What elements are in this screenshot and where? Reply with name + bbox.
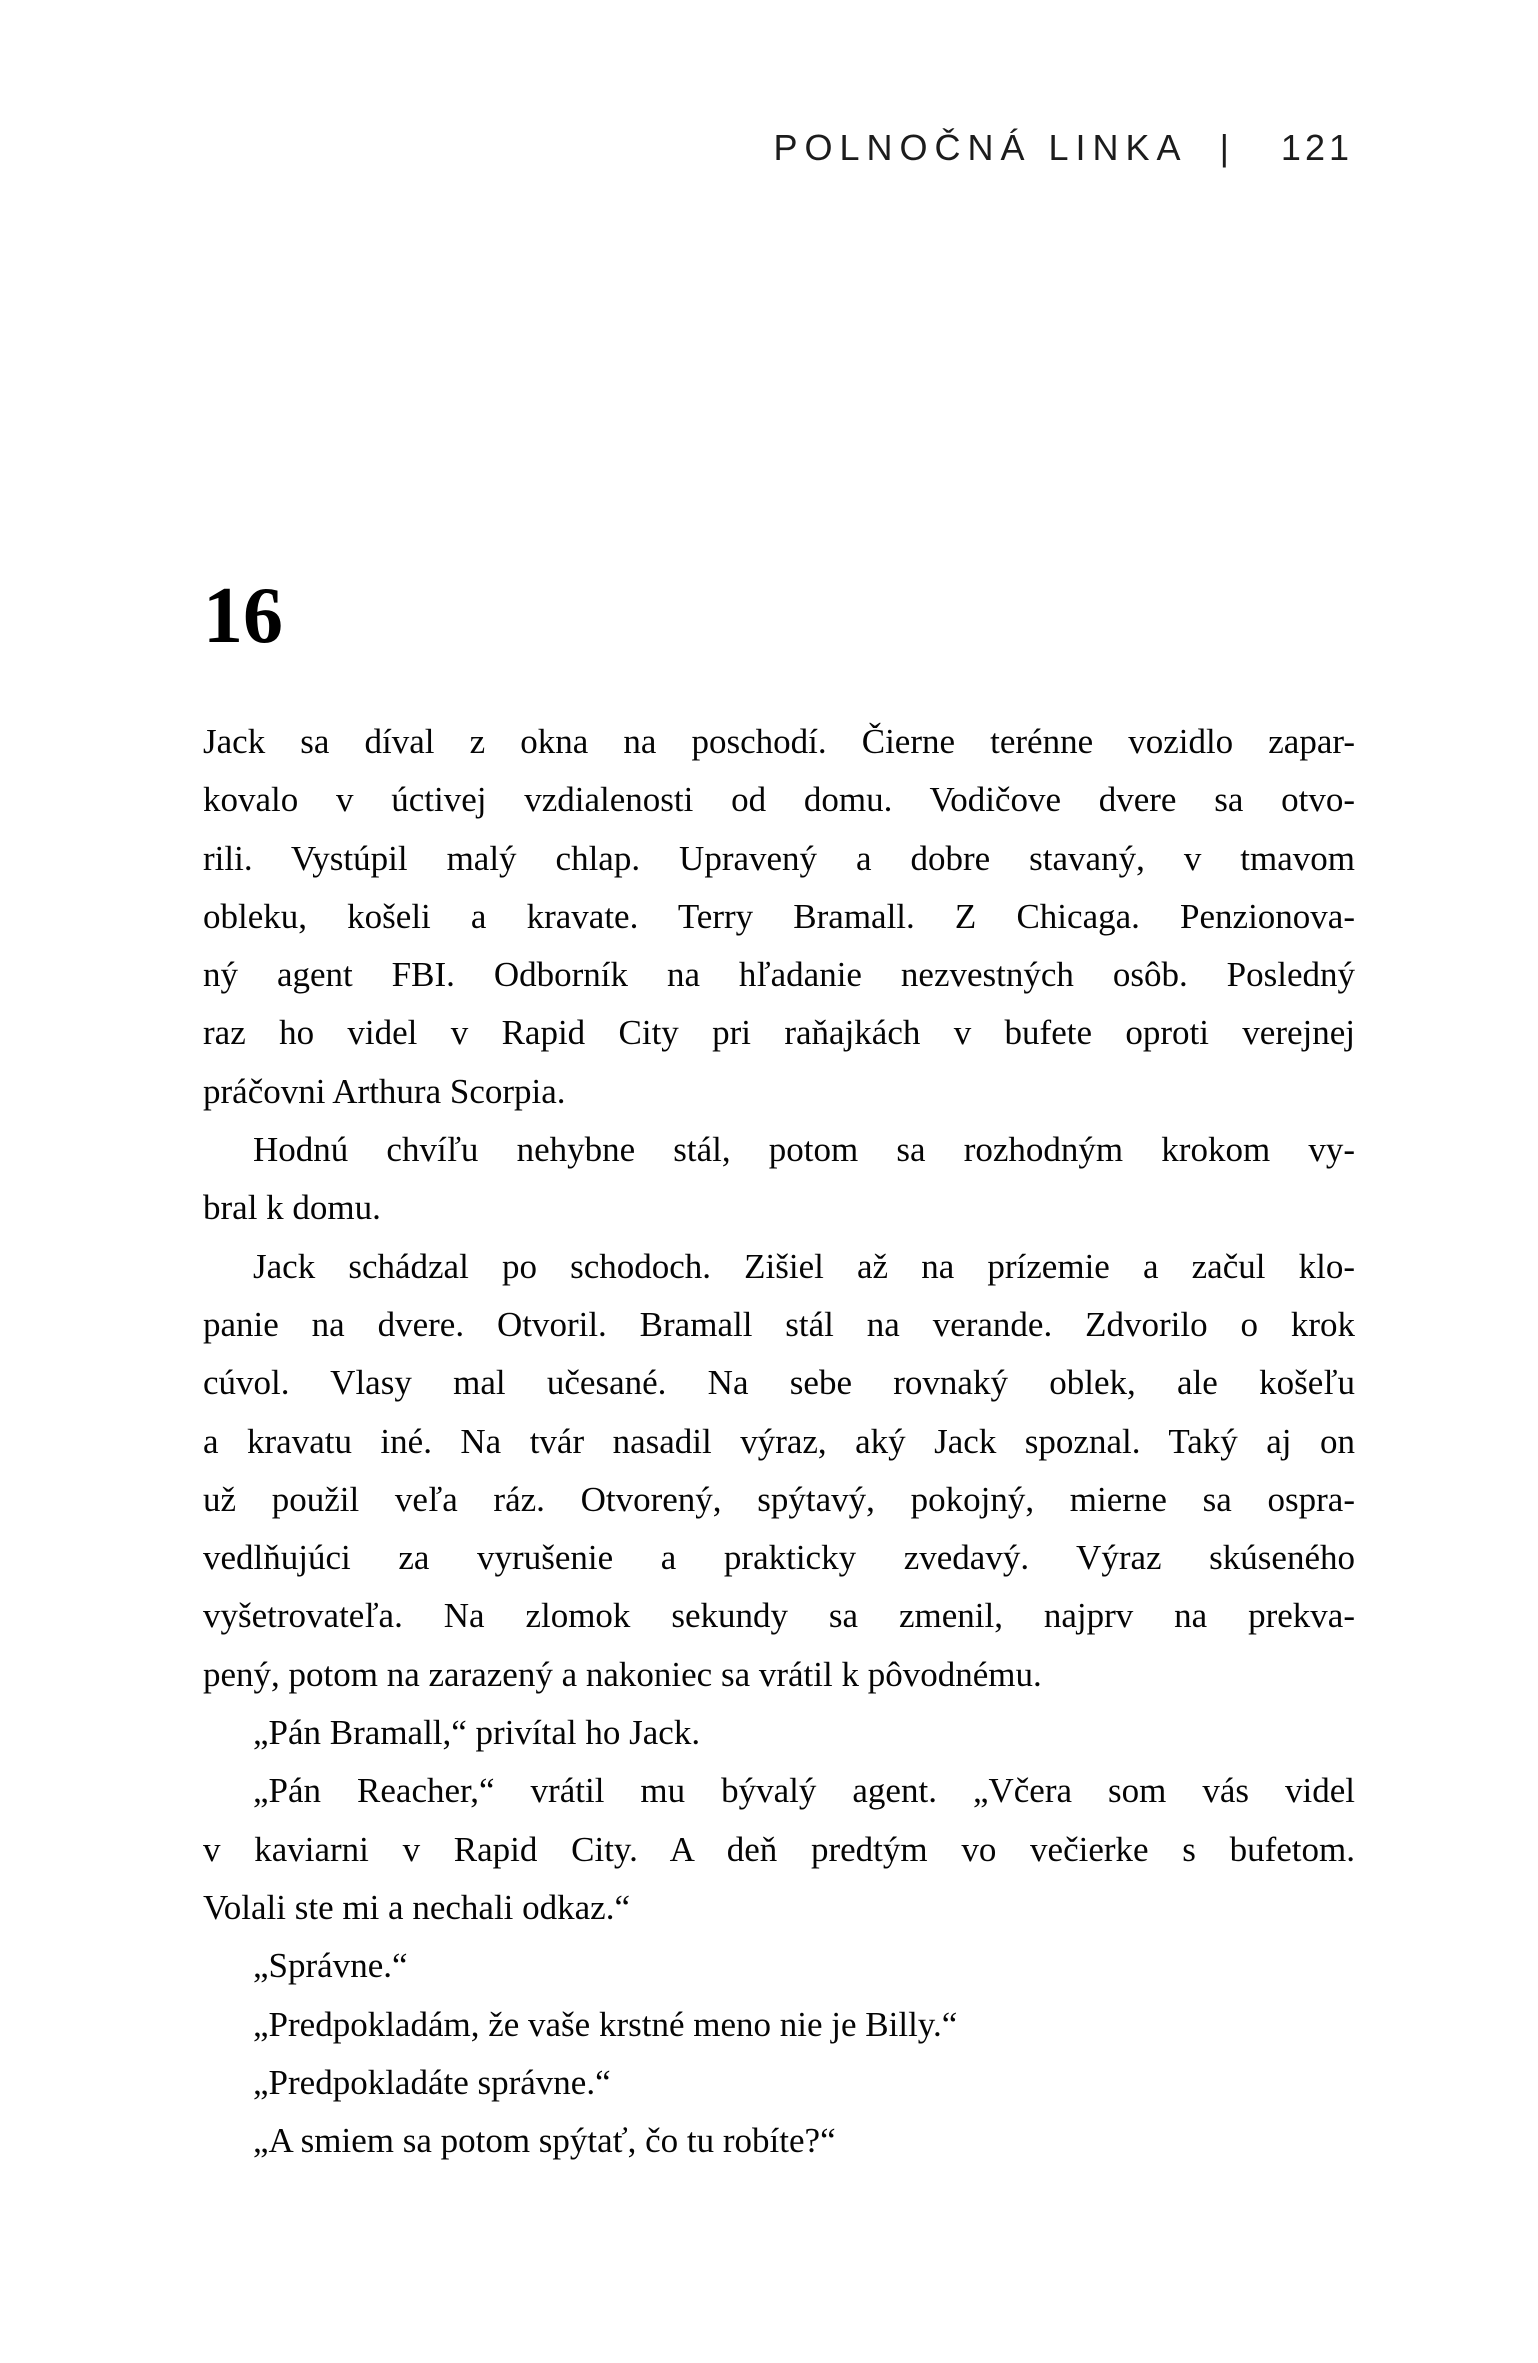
- text-line: vedlňujúci za vyrušenie a prakticky zvedavý. Výraz skúseného: [203, 1538, 1355, 1578]
- chapter-number: 16: [203, 572, 283, 660]
- text-line: „Pán Bramall,“ privítal ho Jack.: [253, 1713, 701, 1753]
- text-line: a kravatu iné. Na tvár nasadil výraz, aký Jack spoznal. Taký aj on: [203, 1421, 1355, 1461]
- text-line: Jack schádzal po schodoch. Zišiel až na prízemie a začul klo-: [253, 1246, 1355, 1286]
- text-line: raz ho videl v Rapid City pri raňajkách v bufete oproti verejnej: [203, 1013, 1355, 1053]
- text-line: „Predpokladám, že vaše krstné meno nie je Billy.“: [253, 2004, 958, 2044]
- text-line: kovalo v úctivej vzdialenosti od domu. Vodičove dvere sa otvo-: [203, 780, 1355, 820]
- text-line: „Pán Reacher,“ vrátil mu bývalý agent. „Včera som vás videl: [253, 1771, 1355, 1811]
- text-line: „A smiem sa potom spýtať, čo tu robíte?“: [253, 2121, 836, 2161]
- text-line: Volali ste mi a nechali odkaz.“: [203, 1887, 630, 1927]
- text-line: pený, potom na zarazený a nakoniec sa vrátil k pôvodnému.: [203, 1654, 1042, 1694]
- body-text: [203, 713, 1355, 2170]
- text-line: obleku, košeli a kravate. Terry Bramall. Z Chicaga. Penzionova-: [203, 896, 1355, 936]
- running-header: [773, 128, 1353, 168]
- text-line: „Správne.“: [253, 1946, 408, 1986]
- text-line: Jack sa díval z okna na poschodí. Čierne terénne vozidlo zapar-: [203, 722, 1355, 761]
- header-separator: |: [1219, 127, 1229, 168]
- text-line: už použil veľa ráz. Otvorený, spýtavý, pokojný, mierne sa ospra-: [203, 1479, 1355, 1519]
- text-line: ný agent FBI. Odborník na hľadanie nezvestných osôb. Posledný: [203, 955, 1355, 995]
- text-line: práčovni Arthura Scorpia.: [203, 1071, 566, 1111]
- text-line: bral k domu.: [203, 1188, 381, 1228]
- text-line: Hodnú chvíľu nehybne stál, potom sa rozhodným krokom vy-: [253, 1130, 1355, 1170]
- text-line: vyšetrovateľa. Na zlomok sekundy sa zmenil, najprv na prekva-: [203, 1596, 1355, 1636]
- text-line: rili. Vystúpil malý chlap. Upravený a dobre stavaný, v tmavom: [203, 838, 1355, 878]
- page-number: 121: [1280, 127, 1353, 168]
- text-line: „Predpokladáte správne.“: [253, 2062, 611, 2102]
- text-line: cúvol. Vlasy mal učesané. Na sebe rovnaký oblek, ale košeľu: [203, 1363, 1355, 1403]
- text-line: v kaviarni v Rapid City. A deň predtým vo večierke s bufetom.: [203, 1829, 1355, 1869]
- book-title: POLNOČNÁ LINKA: [773, 127, 1188, 168]
- text-line: panie na dvere. Otvoril. Bramall stál na verande. Zdvorilo o krok: [203, 1304, 1355, 1344]
